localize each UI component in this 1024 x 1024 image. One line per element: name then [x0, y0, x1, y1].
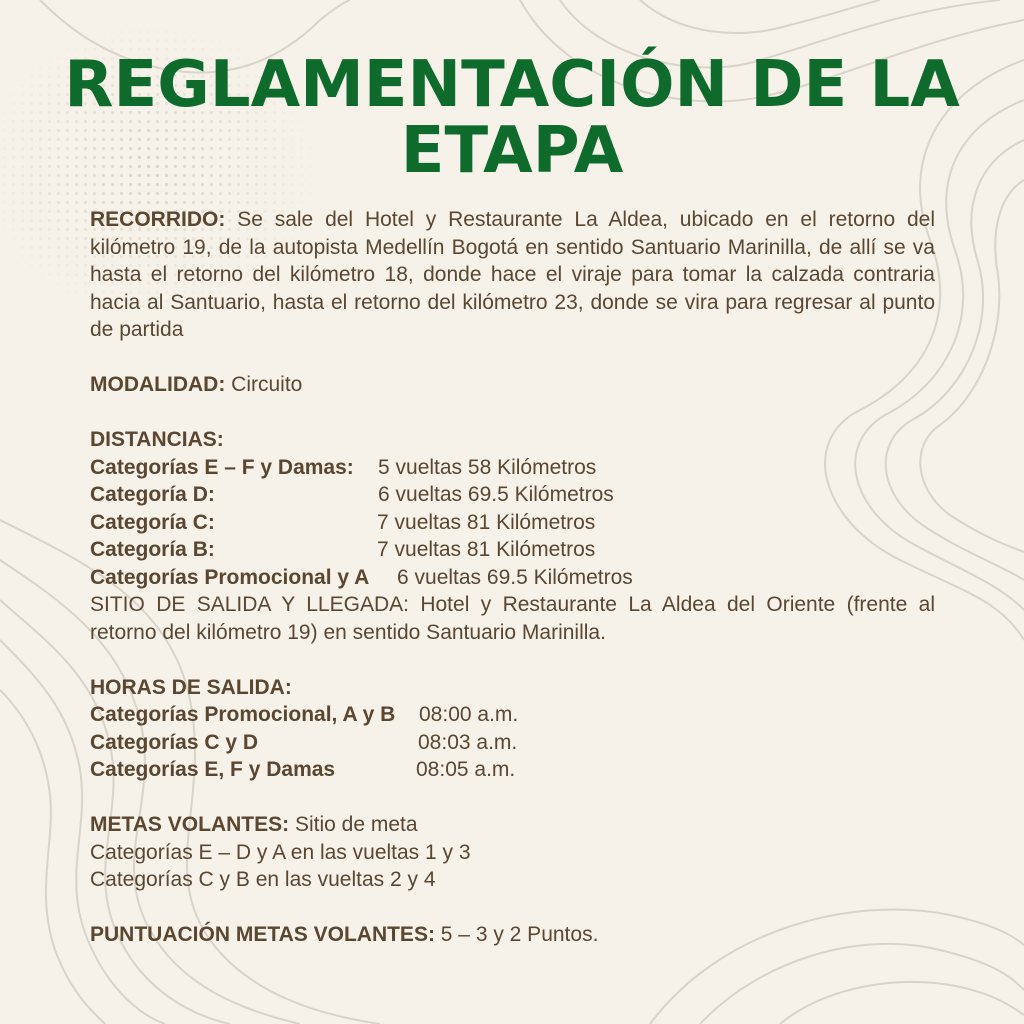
distance-value: 5 vueltas 58 Kilómetros — [378, 455, 597, 479]
start-time-row — [90, 756, 935, 784]
modalidad-section — [90, 371, 935, 399]
distance-category: Categorías Promocional y A — [90, 565, 370, 589]
recorrido-label: RECORRIDO: — [90, 208, 226, 231]
distance-row — [90, 509, 935, 537]
distance-value: 6 vueltas 69.5 Kilómetros — [397, 565, 633, 589]
puntuacion-label: PUNTUACIÓN METAS VOLANTES: — [90, 923, 435, 946]
start-time-category: Categorías C y D — [90, 730, 259, 754]
metas-line: Categorías E – D y A en las vueltas 1 y 3 — [90, 840, 471, 864]
title-line-2: ETAPA — [400, 114, 624, 188]
start-time-value: 08:03 a.m. — [418, 730, 518, 754]
start-time-value: 08:05 a.m. — [416, 758, 516, 781]
start-time-row — [90, 729, 935, 757]
metas-line: Categorías C y B en las vueltas 2 y 4 — [90, 868, 436, 891]
distance-category: Categoría D: — [90, 483, 215, 506]
distance-row — [90, 536, 935, 564]
distancias-section — [90, 426, 935, 646]
distance-value: 6 vueltas 69.5 Kilómetros — [378, 483, 614, 506]
title-line-1: REGLAMENTACIÓN DE LA — [64, 48, 960, 122]
distance-category: Categoría B: — [90, 538, 215, 561]
distance-value: 7 vueltas 81 Kilómetros — [377, 510, 596, 534]
page-title — [60, 48, 964, 188]
metas-label: METAS VOLANTES: — [90, 813, 290, 836]
recorrido-text: Se sale del Hotel y Restaurante La Aldea, ubicado en el retorno del kilómetro 19, de la autopista Medellín Bogotá en sentido Santuario Marinilla, de allí se va hasta el retorno del kilómetro 18, donde hace el viraje para tomar la calzada contraria hacia al Santuario, hasta el retorno del kilómetro 23, donde se vira para regresar al punto de partida — [90, 208, 935, 341]
distance-row — [90, 454, 935, 482]
distance-value: 7 vueltas 81 Kilómetros — [377, 538, 596, 561]
metas-section — [90, 811, 935, 894]
distancias-heading: DISTANCIAS: — [90, 428, 224, 451]
regulation-body — [90, 206, 935, 949]
distance-category: Categorías E – F y Damas: — [90, 455, 354, 479]
distance-category: Categoría C: — [90, 510, 215, 534]
sitio-salida-llegada: SITIO DE SALIDA Y LLEGADA: Hotel y Restaurante La Aldea del Oriente (frente al retorno del kilómetro 19) en sentido Santuario Marinilla. — [90, 593, 935, 644]
start-time-value: 08:00 a.m. — [419, 703, 519, 726]
puntuacion-section — [90, 921, 935, 949]
start-time-category: Categorías E, F y Damas — [90, 758, 336, 781]
distance-row — [90, 481, 935, 509]
start-time-row — [90, 701, 935, 729]
metas-value: Sitio de meta — [294, 813, 418, 836]
horas-heading: HORAS DE SALIDA: — [90, 675, 292, 699]
horas-section — [90, 674, 935, 784]
start-time-category: Categorías Promocional, A y B — [90, 703, 396, 726]
modalidad-value: Circuito — [231, 373, 303, 396]
puntuacion-value: 5 – 3 y 2 Puntos. — [440, 923, 599, 946]
distance-row — [90, 564, 935, 592]
recorrido-section — [90, 206, 935, 344]
modalidad-label: MODALIDAD: — [90, 373, 226, 396]
